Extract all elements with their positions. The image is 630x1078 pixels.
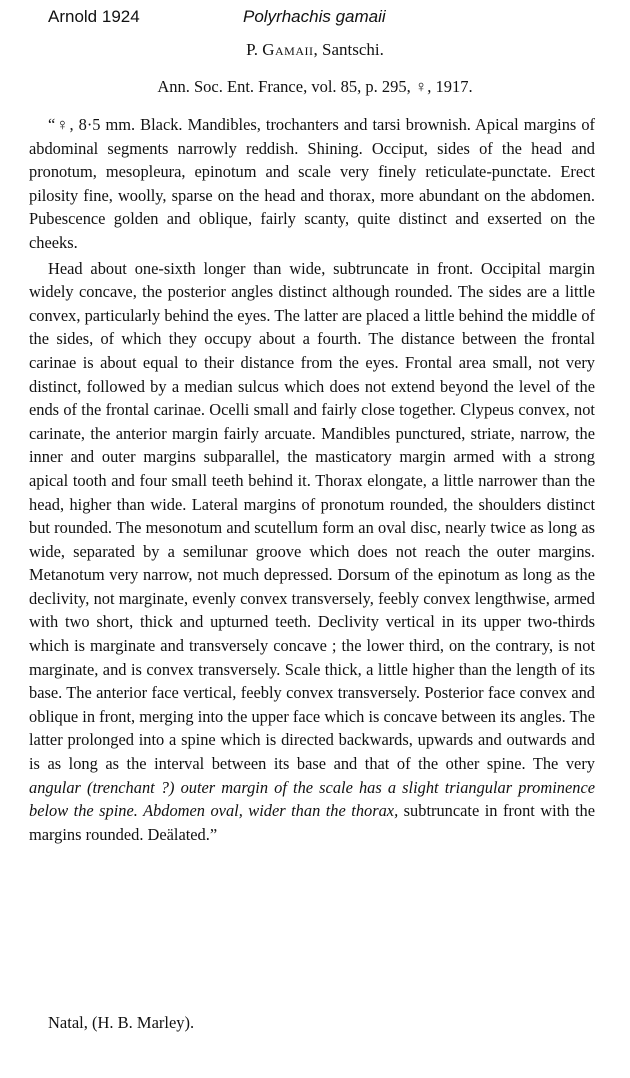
species-title [0, 40, 630, 60]
locality-note: Natal, (H. B. Marley). [48, 1013, 195, 1032]
header-author-year: Arnold 1924 [48, 7, 140, 26]
description-paragraph-1: “♀, 8·5 mm. Black. Mandibles, trochanters and tarsi brownish. Apical margins of abdominal segments narrowly reddish. Shining. Occiput, sides of the head and pronotum, mesopleura, epinotum and scale very finely reticulate-punctate. Erect pilosity fine, woolly, sparse on the head and thorax, more abundant on the abdomen. Pubescence golden and oblique, fairly scanty, quite distinct and exserted on the cheeks. [29, 115, 595, 252]
description-body [29, 113, 595, 846]
description-paragraph-2-tail: subtruncate in front with the margins rounded. Deälated.” [29, 801, 595, 844]
description-paragraph-2-main: Head about one-sixth longer than wide, subtruncate in front. Occipital margin widely concave, the posterior angles distinct although rounded. The sides are a little convex, particularly behind the eyes. The latter are placed a little behind the middle of the sides, of which they occupy about a fourth. The distance between the frontal carinae is about equal to their distance from the eyes. Frontal area small, not very distinct, followed by a median sulcus which does not extend beyond the level of the ends of the frontal carinae. Ocelli small and fairly close together. Clypeus convex, not carinate, the anterior margin fairly arcuate. Mandibles punctured, striate, narrow, the inner and outer margins subparallel, the masticatory margin armed with a strong apical tooth and four small teeth behind it. Thorax elongate, a little narrower than the head, higher than wide. Lateral margins of pronotum rounded, the shoulders distinct but rounded. The mesonotum and scutellum form an oval disc, nearly twice as long as wide, separated by a semilunar groove which does not reach the outer margins. Metanotum very narrow, not much depressed. Dorsum of the epinotum as long as the declivity, not marginate, evenly convex transversely, feebly convex lengthwise, armed with two short, thick and upturned teeth. Declivity vertical in its upper two-thirds which is marginate and transversely concave ; the lower third, on the contrary, is not marginate, and is convex transversely. Scale thick, a little higher than the length of its base. The anterior face vertical, feebly convex transversely. Posterior face convex and oblique in front, merging into the upper face which is concave between its angles. The latter prolonged into a spine which is directed backwards, upwards and outwards and is as long as the interval between its base and that of the other spine. The very [29, 258, 595, 774]
header-species-name: Polyrhachis gamaii [243, 7, 386, 26]
species-title-name: Gamaii [262, 40, 314, 59]
species-title-suffix: , Santschi. [313, 40, 384, 59]
citation: Ann. Soc. Ent. France, vol. 85, p. 295, ♀, 1917. [157, 77, 473, 96]
description-paragraph-2 [29, 257, 595, 847]
species-title-prefix: P. [246, 40, 263, 59]
description-paragraph-2-italic: angular (trenchant ?) outer margin of the scale has a slight triangular prominence below the spine. Abdomen oval, wider than the thorax, [29, 777, 595, 821]
